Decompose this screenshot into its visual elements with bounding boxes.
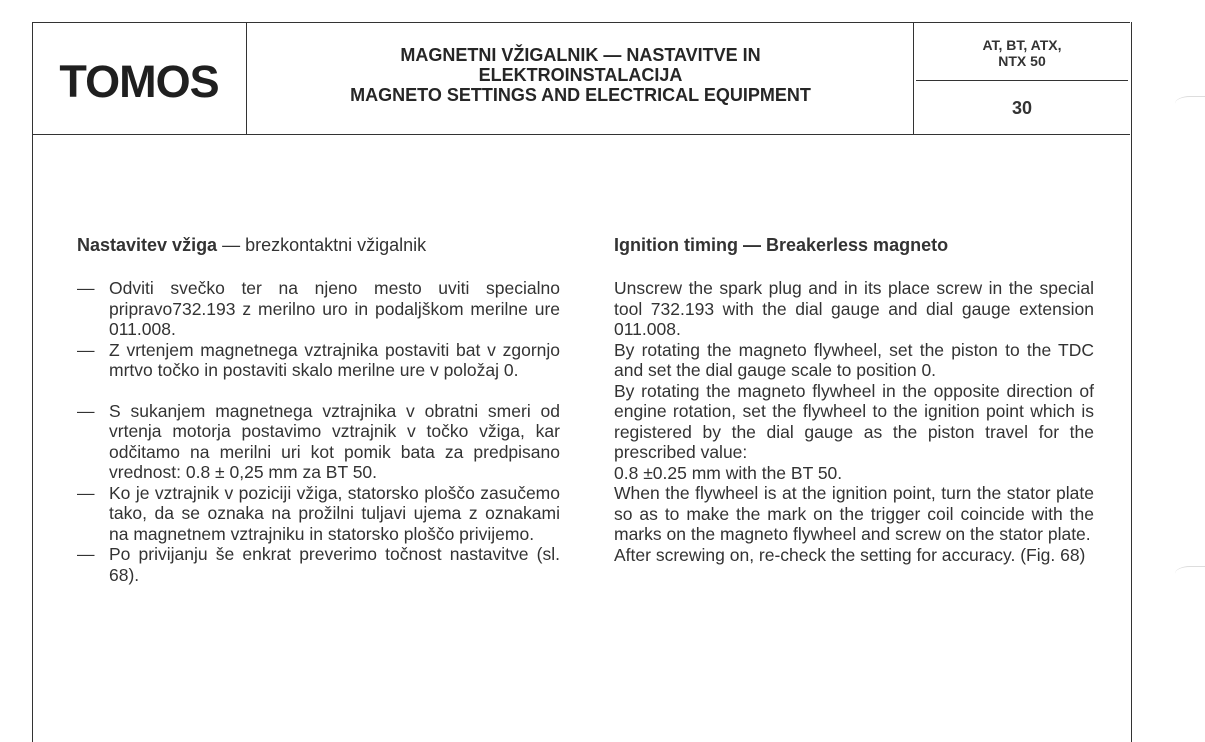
left-heading-rest: — brezkontaktni vžigalnik xyxy=(217,235,427,255)
page-header xyxy=(32,22,1130,135)
model-designation xyxy=(916,23,1128,81)
page-number: 30 xyxy=(1011,98,1033,118)
models-line-1: AT, BT, ATX, xyxy=(982,37,1062,53)
logo-cell xyxy=(32,23,247,134)
list-item-text: Z vrtenjem magnetnega vztrajnika postaviti bat v zgornjo mrtvo točko in postaviti skalo merilne ure v položaj 0. xyxy=(109,339,560,380)
list-dash: — xyxy=(77,400,95,421)
slovenian-column xyxy=(77,232,560,585)
document-title xyxy=(248,23,914,134)
paragraph-ignition-point: By rotating the magneto flywheel in the opposite direction of engine rotation, set the flywheel to the ignition point which is registered by the dial gauge as the piston travel for the prescribed value: xyxy=(614,380,1094,462)
list-dash: — xyxy=(77,278,95,298)
right-heading xyxy=(614,232,1094,258)
list-item xyxy=(77,340,560,381)
list-item xyxy=(77,401,560,483)
brand-logo: TOMOS xyxy=(59,55,219,107)
list-item-text: Odviti svečko ter na njeno mesto uviti specialno pripravo732.193 z merilno uro in podaljškom merilne ure 011.008. xyxy=(109,278,560,339)
left-heading-bold: Nastavitev vžiga xyxy=(77,235,218,255)
title-line-3: MAGNETO SETTINGS AND ELECTRICAL EQUIPMENT xyxy=(350,85,811,105)
list-item-text: Ko je vztrajnik v poziciji vžiga, statorsko ploščo zasučemo tako, da se oznaka na prožilni tuljavi ujema z oznakami na magnetnem vztrajniku in statorsko ploščo privijemo. xyxy=(109,482,560,544)
list-dash: — xyxy=(77,544,95,564)
models-line-2: NTX 50 xyxy=(998,53,1046,69)
left-heading xyxy=(77,232,560,258)
scan-artifact xyxy=(1175,566,1205,581)
paragraph-recheck: After screwing on, re-check the setting for accuracy. (Fig. 68) xyxy=(614,544,1086,565)
paragraph-piston-travel: 0.8 ±0.25 mm with the BT 50. xyxy=(614,462,843,483)
paragraph-stator-plate: When the flywheel is at the ignition point, turn the stator plate so as to make the mark on the trigger coil coincide with the marks on the magneto flywheel and screw on the stator plate. xyxy=(614,483,1094,544)
list-item xyxy=(77,544,560,585)
list-item-text: Po privijanju še enkrat preverimo točnost nastavitve (sl. 68). xyxy=(109,544,560,585)
english-column xyxy=(614,232,1094,565)
list-item xyxy=(77,278,560,340)
title-line-2: ELEKTROINSTALACIJA xyxy=(478,65,683,85)
list-item xyxy=(77,483,560,545)
list-item-text: S sukanjem magnetnega vztrajnika v obratni smeri od vrtenja motorja postavimo vztrajnik v točko vžiga, kar odčitamo na merilni uri kot pomik bata za predpisano vrednost: 0.8 ± 0,25 mm za BT 50. xyxy=(109,400,560,482)
scan-artifact xyxy=(1175,96,1205,111)
right-heading-text: Ignition timing — Breakerless magneto xyxy=(614,235,949,255)
paragraph-unscrew: Unscrew the spark plug and in its place screw in the special tool 732.193 with the dial gauge and dial gauge extension 011.008. xyxy=(614,278,1094,339)
paragraph-tdc: By rotating the magneto flywheel, set the piston to the TDC and set the dial gauge scale to position 0. xyxy=(614,339,1094,380)
instruction-list xyxy=(77,278,560,585)
list-dash: — xyxy=(77,339,95,360)
list-dash: — xyxy=(77,482,95,503)
title-line-1: MAGNETNI VŽIGALNIK — NASTAVITVE IN xyxy=(400,45,761,65)
